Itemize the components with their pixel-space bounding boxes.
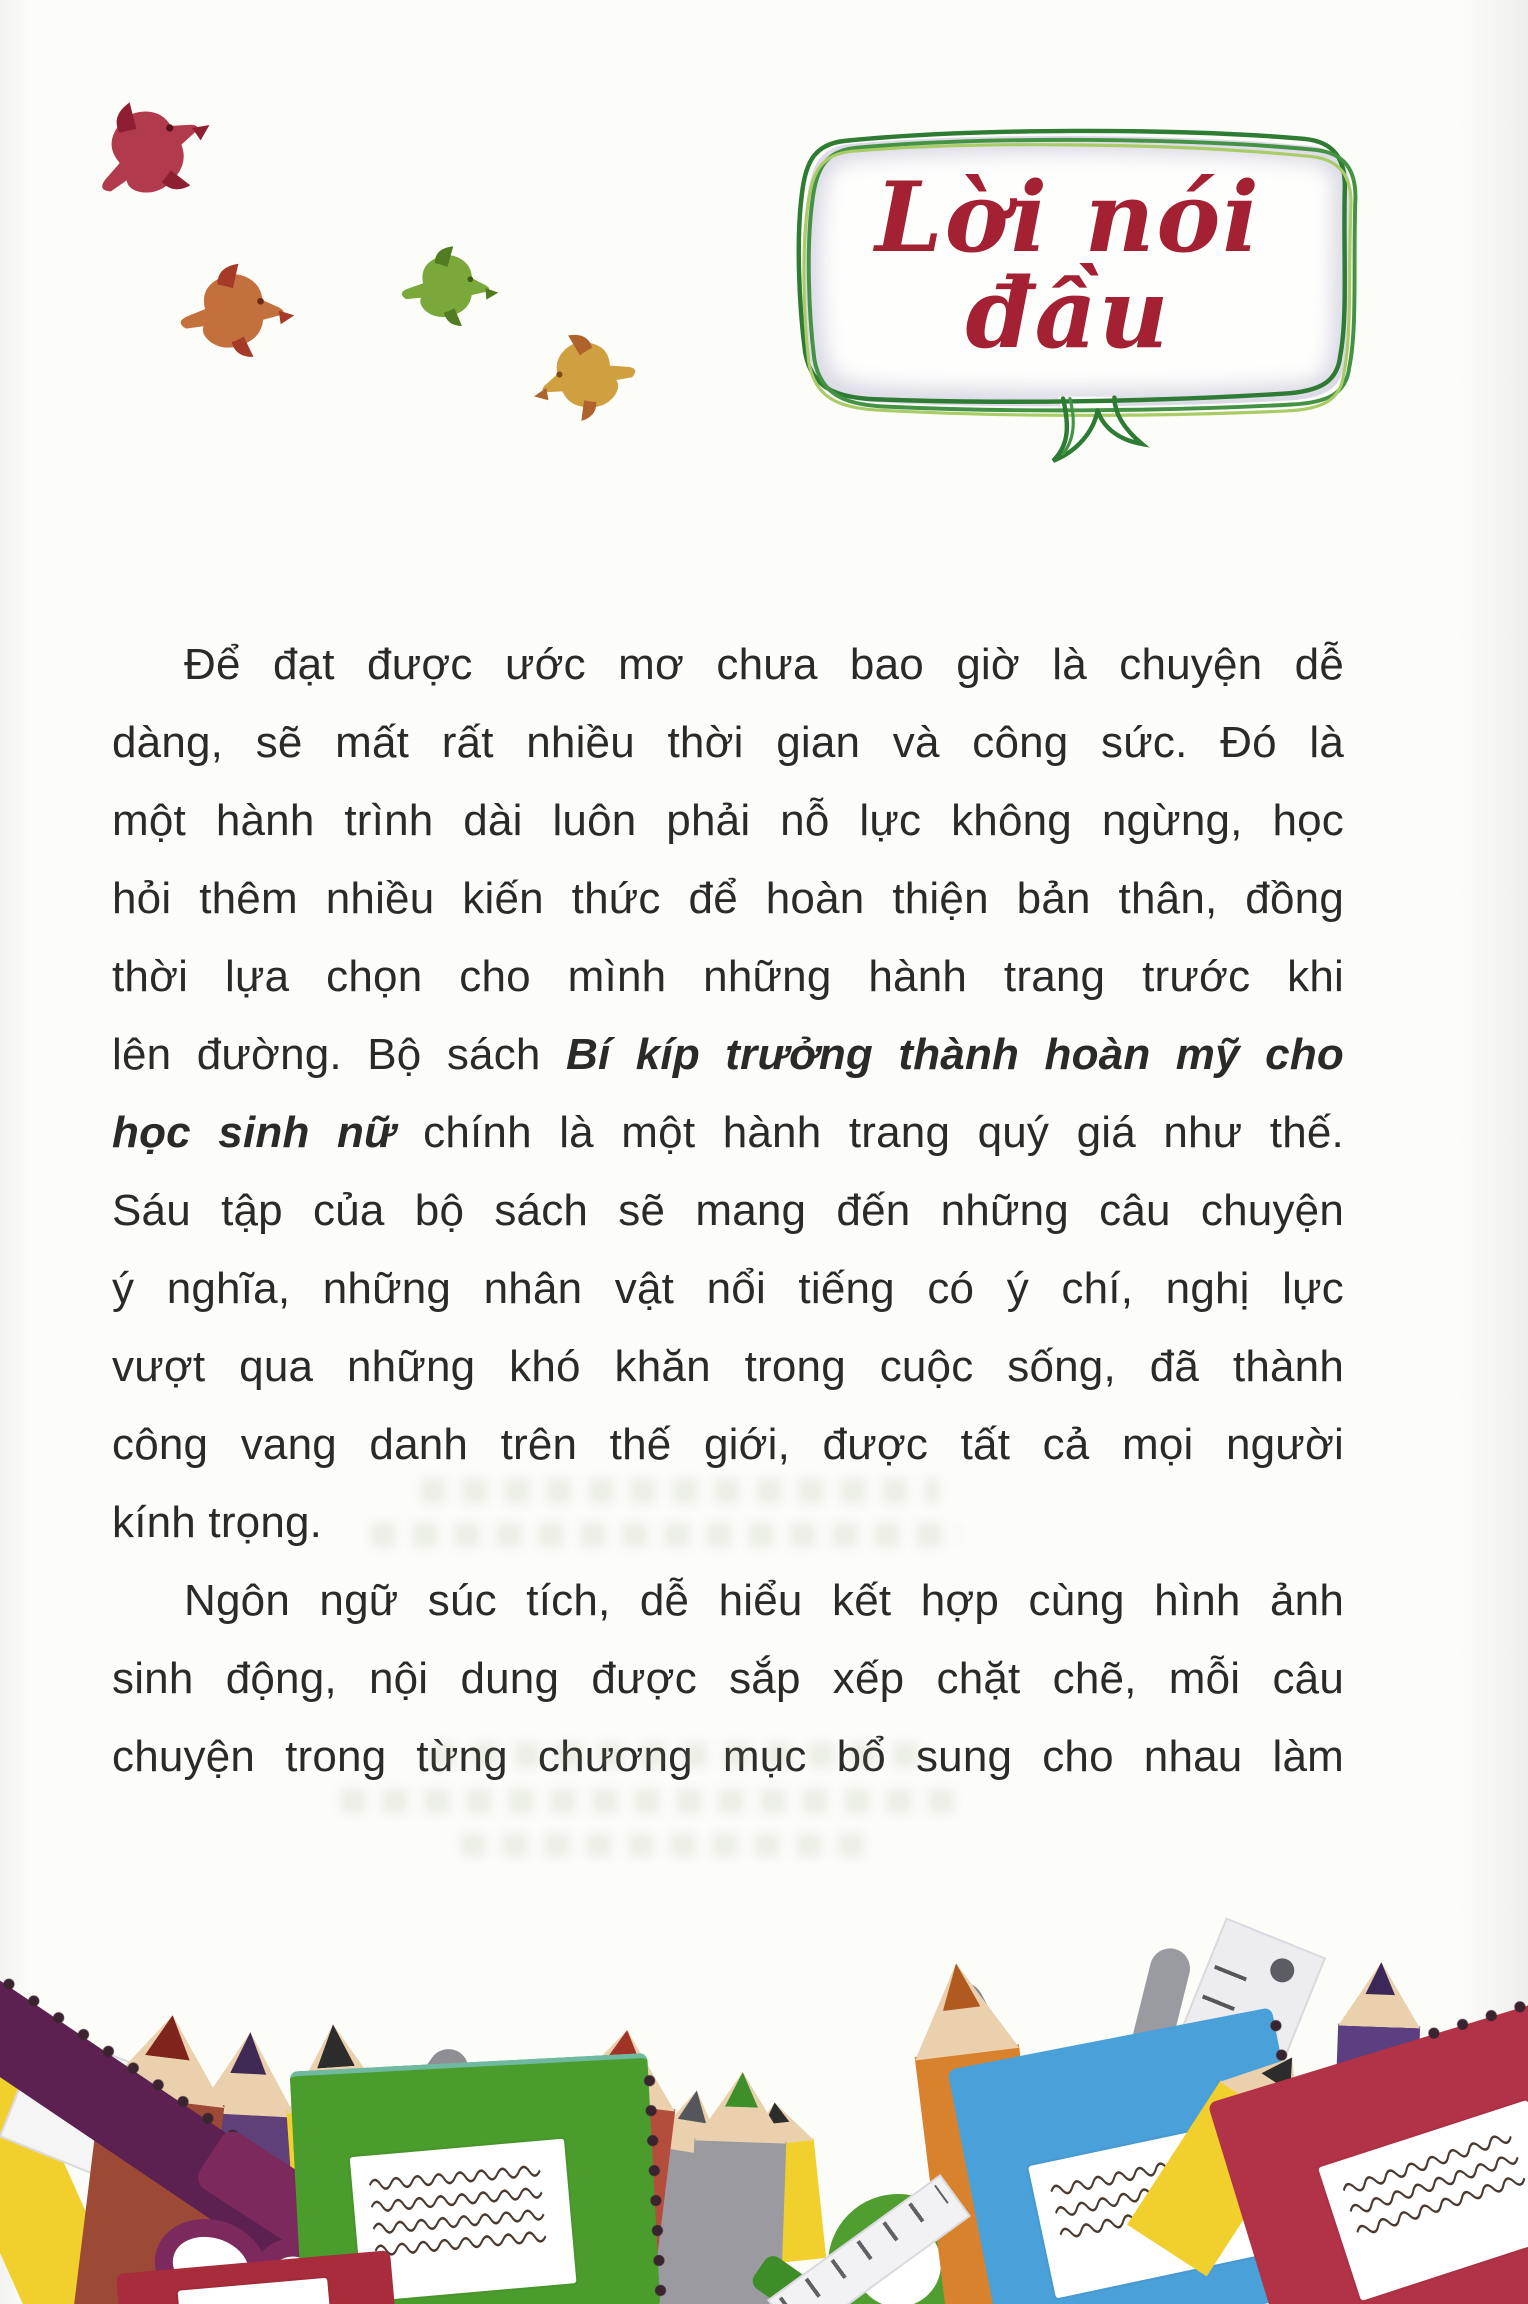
orange-bird-illustration [160, 252, 320, 389]
text-line [112, 1016, 1344, 1094]
green-bird-illustration [386, 240, 519, 351]
handwritten-lines [1318, 2100, 1528, 2264]
text-segment: sinh động, nội dung được sắp xếp chặt chẽ, mỗi câu [112, 1654, 1344, 1703]
text-line [112, 1562, 1344, 1640]
text-segment: kính trọng. [112, 1498, 323, 1547]
text-segment: thời lựa chọn cho mình những hành trang trước khi [112, 952, 1344, 1001]
text-line [112, 1172, 1344, 1250]
text-segment: ý nghĩa, những nhân vật nổi tiếng có ý chí, nghị lực [112, 1264, 1344, 1313]
show-through-text [370, 1522, 960, 1548]
text-segment: công vang danh trên thế giới, được tất cả mọi người [112, 1420, 1344, 1469]
text-segment: chính là một hành trang quý giá như thế. [395, 1108, 1344, 1157]
text-line [112, 1250, 1344, 1328]
notebook-label [1318, 2100, 1528, 2301]
text-line [112, 704, 1344, 782]
text-segment: vượt qua những khó khăn trong cuộc sống, đã thành [112, 1342, 1344, 1391]
spiral-binding [1416, 1970, 1528, 2050]
show-through-text [340, 1788, 960, 1814]
text-line [112, 1406, 1344, 1484]
text-line [112, 782, 1344, 860]
text-line [112, 860, 1344, 938]
book-series-title: học sinh nữ [112, 1108, 396, 1157]
text-line [112, 938, 1344, 1016]
text-segment: dàng, sẽ mất rất nhiều thời gian và công sức. Đó là [112, 718, 1344, 767]
yellow-bird-illustration [507, 321, 659, 451]
text-segment: Ngôn ngữ súc tích, dễ hiểu kết hợp cùng hình ảnh [184, 1576, 1344, 1625]
text-line [112, 626, 1344, 704]
text-line [112, 1094, 1344, 1172]
title-speech-bubble [762, 112, 1374, 468]
text-segment: Để đạt được ước mơ chưa bao giờ là chuyện dễ [184, 640, 1344, 689]
text-segment: lên đường. Bộ sách [112, 1030, 566, 1079]
book-series-title: Bí kíp trưởng thành hoàn mỹ cho [565, 1030, 1344, 1079]
preface-text [112, 626, 1344, 1796]
text-segment: một hành trình dài luôn phải nỗ lực không ngừng, học [112, 796, 1344, 845]
ruler-hole [1267, 1955, 1298, 1986]
page-title: Lời nói đầu [875, 161, 1261, 370]
red-bird-illustration [61, 61, 258, 254]
text-segment: chuyện trong từng chương mục bổ sung cho nhau làm [112, 1732, 1344, 1781]
stationery-illustration [0, 1834, 1528, 2304]
text-line [112, 1328, 1344, 1406]
text-segment: hỏi thêm nhiều kiến thức để hoàn thiện bản thân, đồng [112, 874, 1344, 923]
notebook-label [178, 2278, 332, 2304]
text-segment: Sáu tập của bộ sách sẽ mang đến những câu chuyện [112, 1186, 1344, 1235]
text-line [112, 1640, 1344, 1718]
show-through-text [430, 1742, 930, 1768]
show-through-text [420, 1478, 940, 1504]
